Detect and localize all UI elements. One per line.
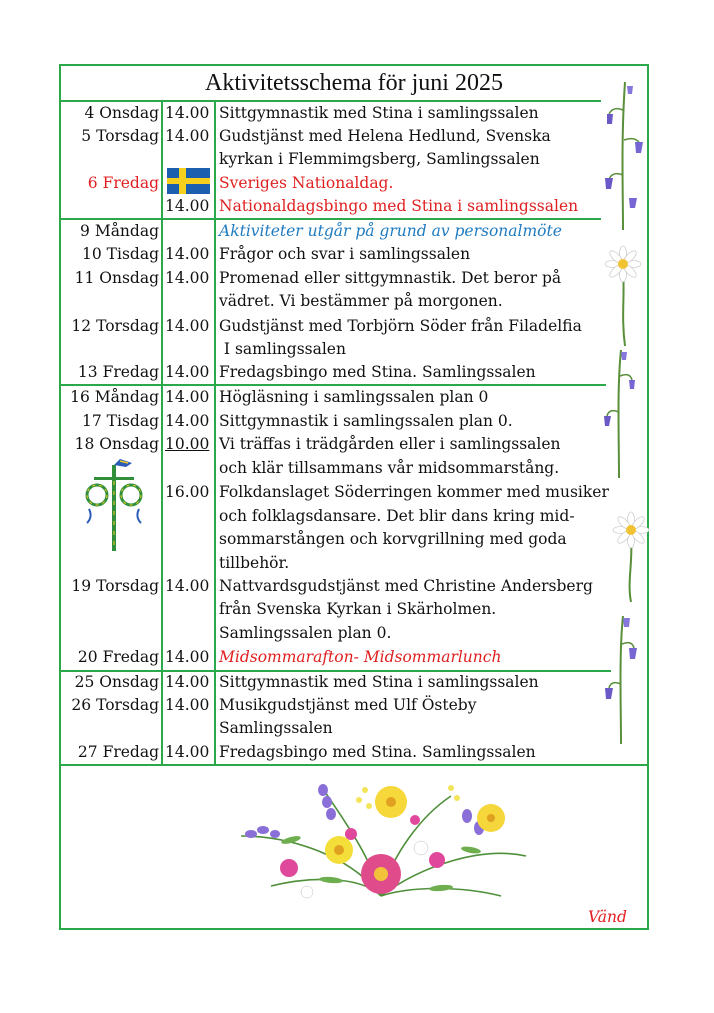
time-label: 16.00 [165,483,210,501]
activity-text: I samlingssalen [219,340,346,358]
day-label: 26 Torsdag [71,696,159,714]
time-label: 14.00 [165,363,210,381]
time-label: 14.00 [165,673,210,691]
day-label: 27 Fredag [77,743,159,761]
activity-text: från Svenska Kyrkan i Skärholmen. [219,600,497,618]
time-label: 14.00 [165,743,210,761]
time-label: 14.00 [165,269,210,287]
activity-text: vädret. Vi bestämmer på morgonen. [219,292,503,310]
day-label: 9 Måndag [80,222,159,240]
day-label: 13 Fredag [77,363,159,381]
time-label: 10.00 [165,435,210,453]
day-label: 17 Tisdag [82,412,159,430]
activity-text: Gudstjänst med Helena Hedlund, Svenska [219,127,551,145]
maypole-icon [86,459,142,551]
time-label: 14.00 [165,245,210,263]
activity-text: Sittgymnastik med Stina i samlingssalen [219,673,539,691]
day-label: 16 Måndag [70,388,159,406]
activity-text: och klär tillsammans vår midsommarstång. [219,459,560,477]
time-label: 14.00 [165,388,210,406]
activity-text: Promenad eller sittgymnastik. Det beror på [219,269,562,287]
flower-bouquet-icon [231,776,531,916]
time-label: 14.00 [165,412,210,430]
day-label: 18 Onsdag [74,435,159,453]
day-label: 12 Torsdag [71,317,159,335]
activity-text: tillbehör. [219,554,290,572]
time-label: 14.00 [165,197,210,215]
activity-text: Frågor och svar i samlingssalen [219,245,471,263]
activity-text: Samlingssalen [219,719,333,737]
page-title: Aktivitetsschema för juni 2025 [205,70,503,96]
bellflower-icon [603,614,639,744]
activity-text: Sittgymnastik med Stina i samlingssalen [219,104,539,122]
time-label: 14.00 [165,317,210,335]
time-label: 14.00 [165,696,210,714]
activity-text: Midsommarafton- Midsommarlunch [219,648,502,666]
activity-text: Vi träffas i trädgården eller i samlingssalen [219,435,561,453]
bellflower-icon [601,80,647,230]
turn-page-label: Vänd [588,908,627,926]
activity-text: Samlingssalen plan 0. [219,624,392,642]
bellflower-icon [601,348,637,478]
column-divider-day [161,100,163,766]
activity-text: kyrkan i Flemmimgsberg, Samlingssalen [219,150,540,168]
swedish-flag-icon [167,168,210,194]
activity-text: Nattvardsgudstjänst med Christine Andersberg [219,577,593,595]
activity-text: sommarstången och korvgrillning med goda [219,530,567,548]
activity-text: Högläsning i samlingssalen plan 0 [219,388,489,406]
activity-text: Sveriges Nationaldag. [219,174,394,192]
daisy-icon [613,512,649,602]
day-label: 20 Fredag [77,648,159,666]
time-label: 14.00 [165,104,210,122]
time-label: 14.00 [165,577,210,595]
activity-text: Fredagsbingo med Stina. Samlingssalen [219,363,536,381]
day-label: 4 Onsdag [84,104,159,122]
activity-text: Fredagsbingo med Stina. Samlingssalen [219,743,536,761]
activity-text: Aktiviteter utgår på grund av personalmöte [219,222,562,240]
activity-text: Folkdanslaget Söderringen kommer med musiker [219,483,609,501]
activity-text: Musikgudstjänst med Ulf Östeby [219,696,477,714]
time-label: 14.00 [165,648,210,666]
time-label: 14.00 [165,127,210,145]
activity-text: Nationaldagsbingo med Stina i samlingssalen [219,197,579,215]
activity-text: och folklagsdansare. Det blir dans kring mid- [219,507,575,525]
day-label: 11 Onsdag [74,269,159,287]
divider-bottom [61,764,647,766]
day-label: 10 Tisdag [82,245,159,263]
activity-text: Sittgymnastik i samlingssalen plan 0. [219,412,513,430]
day-label: 19 Torsdag [71,577,159,595]
day-label: 6 Fredag [87,174,159,192]
daisy-icon [605,246,641,346]
day-label: 5 Torsdag [81,127,159,145]
activity-text: Gudstjänst med Torbjörn Söder från Filadelfia [219,317,582,335]
day-label: 25 Onsdag [74,673,159,691]
schedule-sheet [59,64,649,930]
